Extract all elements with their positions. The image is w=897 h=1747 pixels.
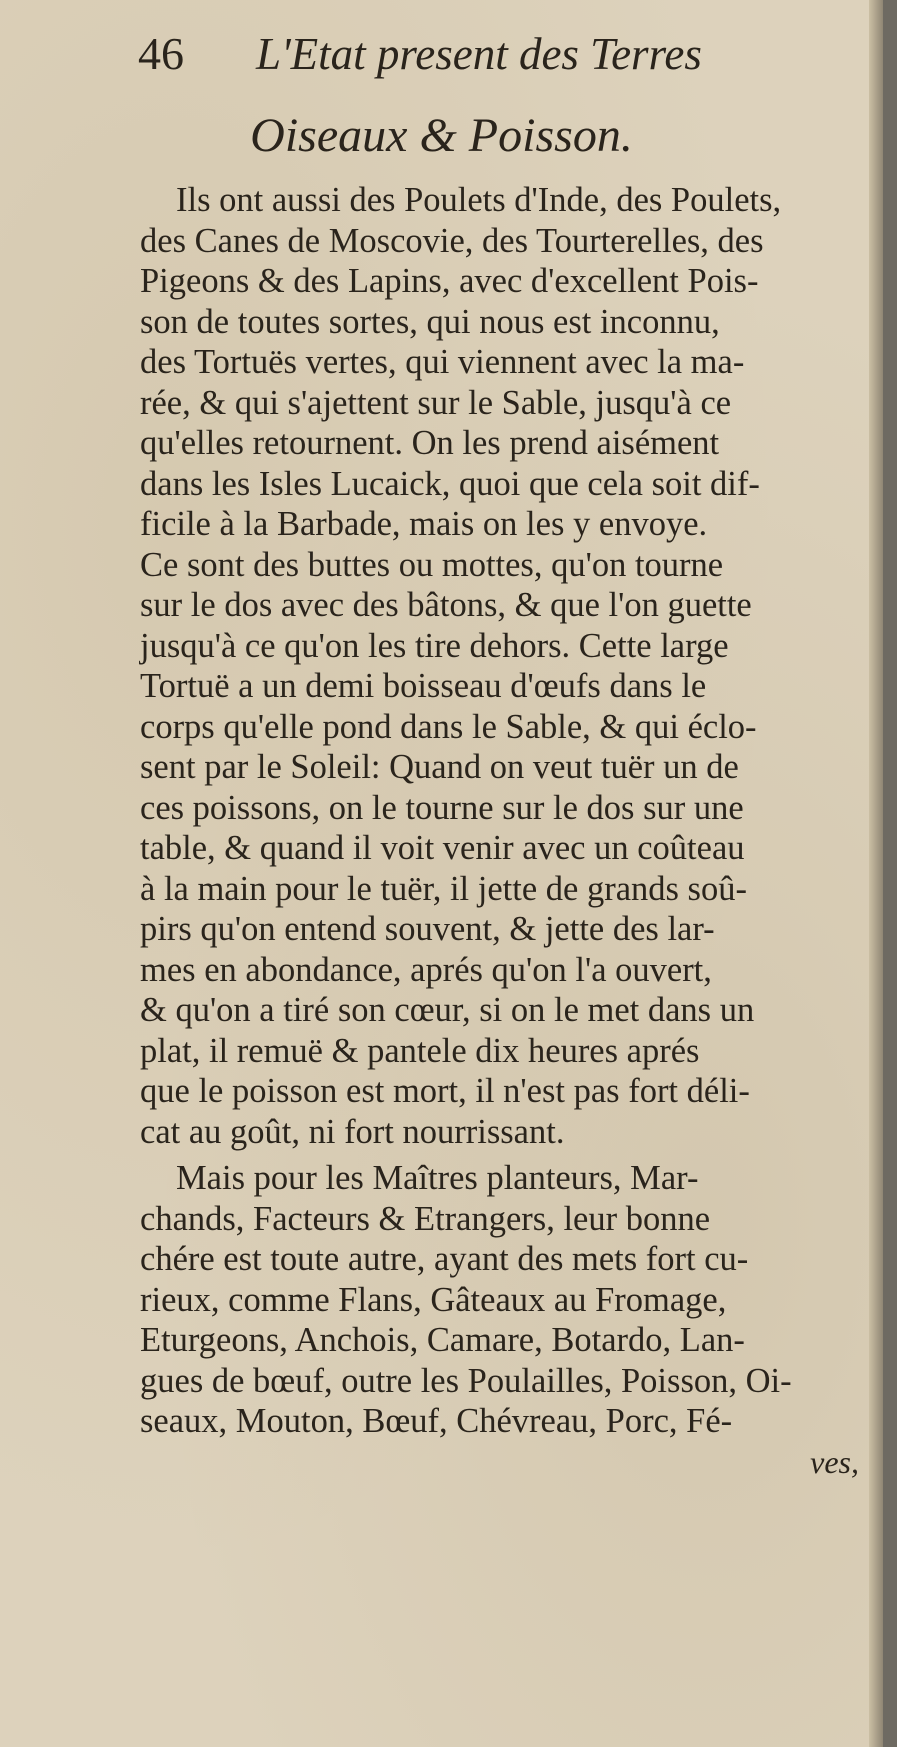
text-line: des Tortuës vertes, qui viennent avec la ma- [140,343,745,381]
page-header [138,24,798,84]
text-line: que le poisson est mort, il n'est pas fort déli- [140,1072,750,1110]
text-line: son de toutes sortes, qui nous est inconnu, [140,302,720,341]
text-line: jusqu'à ce qu'on les tire dehors. Cette large [140,626,729,665]
text-line: plat, il remuë & pantele dix heures aprés [140,1031,700,1070]
text-line: Ils ont aussi des Poulets d'Inde, des Poulets, [176,181,782,219]
text-line: table, & quand il voit venir avec un coûteau [140,829,745,867]
text-line: pirs qu'on entend souvent, & jette des lar- [140,910,715,948]
text-line: ces poissons, on le tourne sur le dos sur une [140,788,744,827]
text-line: chands, Facteurs & Etrangers, leur bonne [140,1199,711,1238]
text-line: Mais pour les Maîtres planteurs, Mar- [176,1159,699,1197]
text-line: dans les Isles Lucaick, quoi que cela soit dif- [140,464,760,503]
text-line: sur le dos avec des bâtons, & que l'on guette [140,586,752,624]
text-line: chére est toute autre, ayant des mets fort cu- [140,1240,749,1278]
text-line: gues de bœuf, outre les Poulailles, Poisson, Oi- [140,1361,792,1400]
text-line: rée, & qui s'ajettent sur le Sable, jusqu'à ce [140,383,732,422]
running-head: L'Etat present des Terres [256,29,702,79]
text-line: rieux, comme Flans, Gâteaux au Fromage, [140,1280,727,1319]
text-line: sent par le Soleil: Quand on veut tuër un de [140,748,739,786]
paragraph-1 [140,180,865,1152]
text-line: mes en abondance, aprés qu'on l'a ouvert, [140,950,712,989]
page-gutter-shadow [869,0,883,1747]
paragraph-2 [140,1158,865,1442]
text-line: corps qu'elle pond dans le Sable, & qui éclo- [140,707,757,746]
text-line: Ce sont des buttes ou mottes, qu'on tourne [140,545,724,584]
text-line: à la main pour le tuër, il jette de grands soû- [140,869,747,908]
text-line: qu'elles retournent. On les prend aisément [140,424,720,462]
section-title: Oiseaux & Poisson. [250,109,633,162]
catchword: ves, [810,1443,859,1480]
text-line: des Canes de Moscovie, des Tourterelles, des [140,221,764,260]
text-line: seaux, Mouton, Bœuf, Chévreau, Porc, Fé- [140,1402,733,1440]
text-line: Eturgeons, Anchois, Camare, Botardo, Lan- [140,1321,745,1359]
text-line: Tortuë a un demi boisseau d'œufs dans le [140,667,707,705]
text-line: Pigeons & des Lapins, avec d'excellent Pois- [140,262,759,300]
text-line: cat au goût, ni fort nourrissant. [140,1112,565,1151]
text-line: ficile à la Barbade, mais on les y envoye. [140,505,708,543]
page-number: 46 [138,28,184,79]
body-text [140,180,865,1482]
text-line: & qu'on a tiré son cœur, si on le met dans un [140,991,755,1029]
